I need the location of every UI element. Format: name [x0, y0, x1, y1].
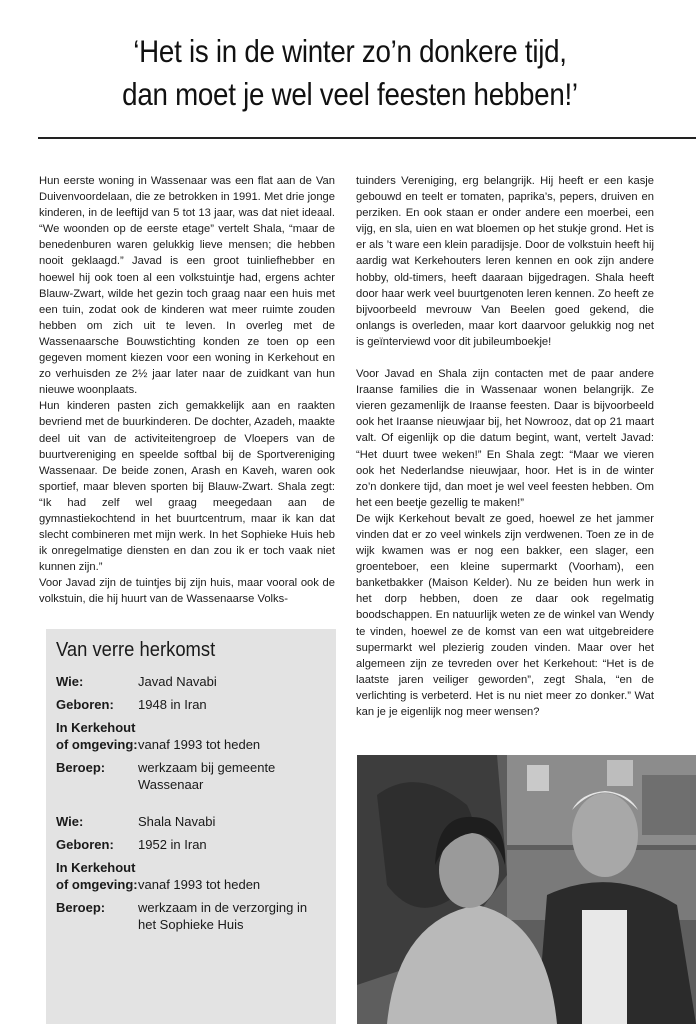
value-wie: Javad Navabi — [138, 674, 217, 689]
value-beroep: werkzaam bij gemeente Wassenaar — [138, 760, 276, 792]
label-kerkehout: In Kerkehout — [56, 720, 136, 735]
label-omgeving: of omgeving: — [56, 737, 138, 752]
label-geboren: Geboren: — [56, 697, 114, 712]
article-column-left — [39, 173, 335, 608]
page-title-line-2: dan moet je wel veel feesten hebben!’ — [122, 76, 578, 112]
label-omgeving: of omgeving: — [56, 877, 138, 892]
value-geboren: 1948 in Iran — [138, 697, 207, 712]
article-paragraph: tuinders Vereniging, erg belangrijk. Hij heeft er een kasje gebouwd en teelt er tomaten, paprika’s, pepers, druiven en perziken. En ook staan er onder andere een moerbei, een vijg, en sla, uien en wat bloemen op het stukje grond. Het is er als ’t ware een klein paradijsje. Door de volkstuin heeft hij aardig wat Kerkehouters leren kennen en ook zijn andere hobby, old-timers, heeft daaraan bijgedragen. Shala heeft door haar werk veel buurtgenoten leren kennen. Zo heeft ze bijvoorbeeld mevrouw Van Beelen goed gekend, die onlangs is overleden, maar kort daarvoor gelukkig nog net is geïnterviewd voor dit jubileumboekje! — [356, 175, 654, 348]
label-geboren: Geboren: — [56, 837, 114, 852]
article-paragraph: Voor Javad zijn de tuintjes bij zijn huis, maar vooral ook de volkstuin, die hij huurt van de Wassenaarse Volks- — [39, 577, 335, 606]
article-paragraph: Hun kinderen pasten zich gemakkelijk aan en raakten bevriend met de buurkinderen. De dochter, Azadeh, maakte deel uit van de activiteitengroep de Vloepers van de buurtvereniging en speelde softbal bij de Sportvereniging Wassenaar. De beide zonen, Arash en Kaveh, waren ook sportief, maar bleven sporten bij Blauw-Zwart. Shala zegt: “Ik had zelf wel graag meegedaan aan de gymnastiekochtend in het buurtcentrum, maar ik kan dat slecht combineren met mijn werk. In het Sophieke Huis heb ik onregelmatige diensten en dan zou ik er toch vaak niet kunnen zijn.” — [39, 400, 335, 574]
page-title — [68, 30, 631, 116]
portrait-photo-illustration — [357, 755, 696, 1024]
portrait-photo — [357, 755, 696, 1024]
label-wie: Wie: — [56, 814, 84, 829]
label-beroep: Beroep: — [56, 760, 106, 775]
value-kerkehout: vanaf 1993 tot heden — [138, 737, 261, 752]
article-column-right — [356, 173, 654, 720]
label-wie: Wie: — [56, 674, 84, 689]
profile-sidebar — [46, 629, 336, 1024]
value-beroep: werkzaam in de verzorging in het Sophieke Huis — [138, 900, 308, 932]
label-beroep: Beroep: — [56, 900, 106, 915]
sidebar-title: Van verre herkomst — [56, 639, 216, 661]
profile-shala — [56, 813, 331, 933]
title-divider — [38, 137, 696, 139]
profile-javad — [56, 673, 331, 793]
value-geboren: 1952 in Iran — [138, 837, 207, 852]
article-paragraph: Voor Javad en Shala zijn contacten met de paar andere Iraanse families die in Wassenaar wonen belangrijk. Ze vieren gezamenlijk de Iraanse feesten. Daar is bijvoorbeeld ook het Iraanse nieuwjaar bij, het Nowrooz, dat op 21 maart valt. Of eigenlijk op die datum begint, want, vertelt Javad: “Het duurt twee weken!” En Shala zegt: “Maar we vieren ook het Nederlandse nieuwjaar, hoor. Het is in de winter zo’n donkere tijd, dan moet je wel veel feesten hebben. Om het een beetje gezellig te maken!” — [356, 368, 654, 509]
value-kerkehout: vanaf 1993 tot heden — [138, 877, 261, 892]
label-kerkehout: In Kerkehout — [56, 860, 136, 875]
page-title-line-1: ‘Het is in de winter zo’n donkere tijd, — [133, 33, 567, 69]
value-wie: Shala Navabi — [138, 814, 216, 829]
article-paragraph: Hun eerste woning in Wassenaar was een flat aan de Van Duivenvoordelaan, die ze betrokken in 1991. Met drie jonge kinderen, in de leeftijd van 5 tot 13 jaar, was dat niet ideaal. “We woonden op de eerste etage” vertelt Shala, “maar de benedenburen waren gelukkig lieve mensen; die hebben nooit geklaagd.” Javad is een groot tuinliefhebber en hoewel hij ook toen al een volkstuintje had, ergens achter Blauw-Zwart, wilde het gezin toch graag naar een huis met een tuin, zodat ook de kinderen wat meer ruimte zouden hebben om zich uit te leven. In overleg met de Wassenaarsche Bouwstichting konden ze toen op een gegeven moment kiezen voor een woning in Kerkehout en zo verhuisden ze 2½ jaar later naar de zuidkant van hun nieuwe woonplaats. — [39, 175, 335, 397]
article-paragraph: De wijk Kerkehout bevalt ze goed, hoewel ze het jammer vinden dat er zo veel winkels zijn verdwenen. Toen ze in de wijk kwamen was er nog een bakker, een slager, een groenteboer, een kleine supermarkt (Voorham), een banketbakker (Maison Kelder). Nu ze beiden hun werk in het dorp hebben, doen ze daar ook regelmatig boodschappen. En natuurlijk weten ze de winkel van Wendy te vinden, hoewel ze de komst van een wat uitgebreidere supermarkt wel plezierig zouden vinden. Maar over het algemeen zijn ze tevreden over het Kerkehout: “Het is de laatste jaren veiliger geworden”, zegt Shala, “en de verlichting is verbeterd. Het is nu niet meer zo donker.” Wat kan je je eigenlijk nog meer wensen? — [356, 512, 654, 718]
